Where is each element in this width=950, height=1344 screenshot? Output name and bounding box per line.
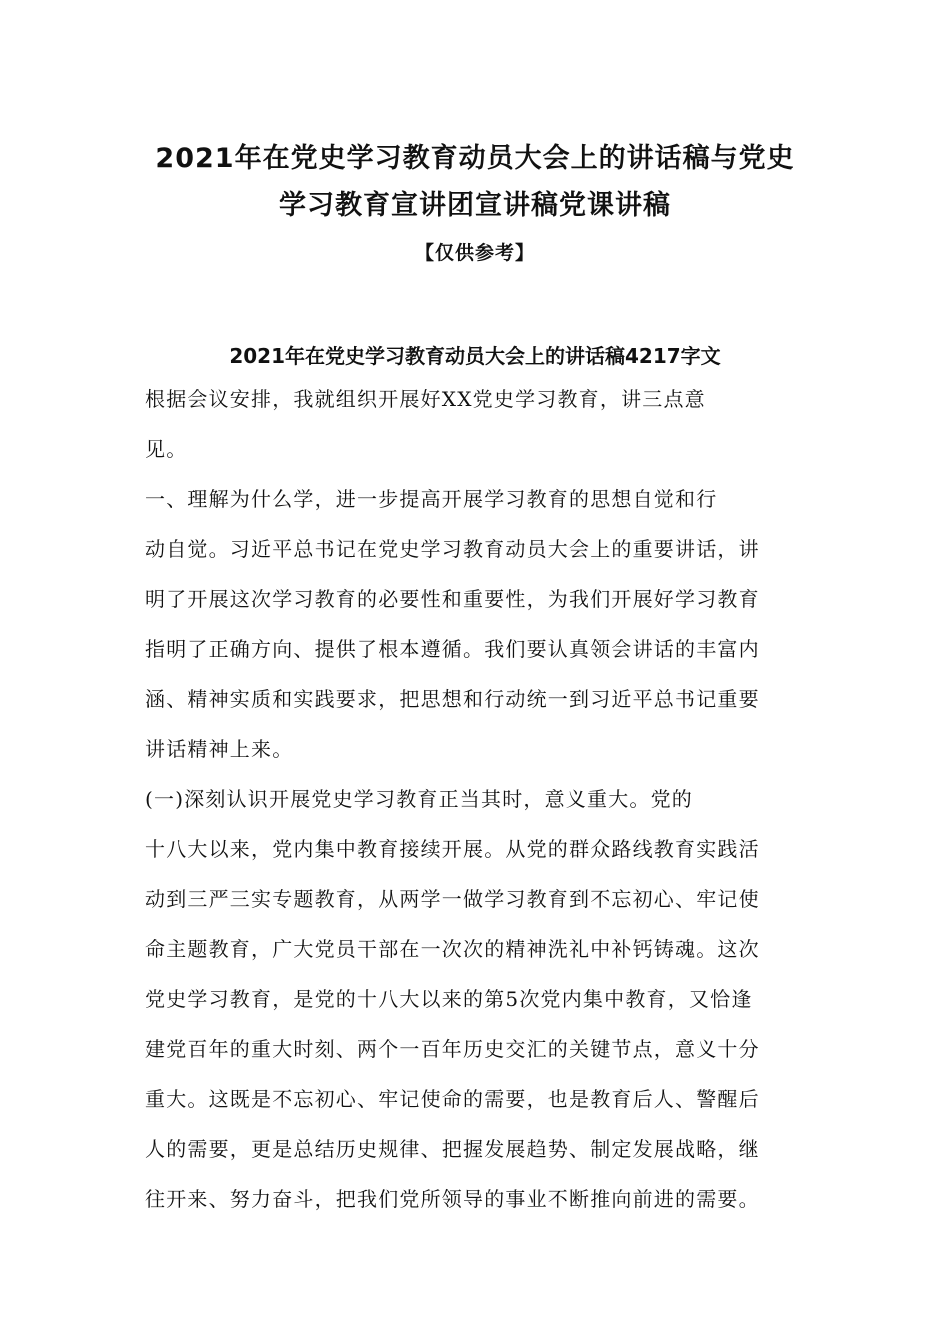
body-line: 明了开展这次学习教育的必要性和重要性，为我们开展好学习教育 (145, 587, 760, 611)
reference-tag: 【仅供参考】 (414, 242, 535, 264)
body-line: 涵、精神实质和实践要求，把思想和行动统一到习近平总书记重要 (145, 687, 760, 711)
body-line: 往开来、努力奋斗，把我们党所领导的事业不断推向前进的需要。 (145, 1187, 760, 1211)
body-line: 一、理解为什么学，进一步提高开展学习教育的思想自觉和行 (145, 487, 718, 511)
document-title-line-2: 学习教育宣讲团宣讲稿党课讲稿 (279, 190, 671, 221)
body-line: 动自觉。习近平总书记在党史学习教育动员大会上的重要讲话，讲 (145, 537, 760, 561)
body-line: 动到三严三实专题教育，从两学一做学习教育到不忘初心、牢记使 (145, 887, 760, 911)
body-line: 根据会议安排，我就组织开展好XX党史学习教育，讲三点意 (145, 387, 706, 411)
body-line: 见。 (145, 437, 188, 461)
body-line: 讲话精神上来。 (145, 737, 294, 761)
body-line: 指明了正确方向、提供了根本遵循。我们要认真领会讲话的丰富内 (145, 637, 760, 661)
body-line: 十八大以来，党内集中教育接续开展。从党的群众路线教育实践活 (145, 837, 760, 861)
body-line: 建党百年的重大时刻、两个一百年历史交汇的关键节点，意义十分 (145, 1037, 760, 1061)
body-line: 重大。这既是不忘初心、牢记使命的需要，也是教育后人、警醒后 (145, 1087, 760, 1111)
document-title-line-1: 2021年在党史学习教育动员大会上的讲话稿与党史 (155, 143, 795, 174)
body-line: 命主题教育，广大党员干部在一次次的精神洗礼中补钙铸魂。这次 (145, 937, 760, 961)
body-line: 党史学习教育，是党的十八大以来的第5次党内集中教育，又恰逢 (145, 987, 753, 1011)
body-line: 人的需要，更是总结历史规律、把握发展趋势、制定发展战略，继 (145, 1137, 760, 1161)
body-line: (一)深刻认识开展党史学习教育正当其时，意义重大。党的 (145, 787, 694, 811)
section-title: 2021年在党史学习教育动员大会上的讲话稿4217字文 (229, 344, 721, 368)
